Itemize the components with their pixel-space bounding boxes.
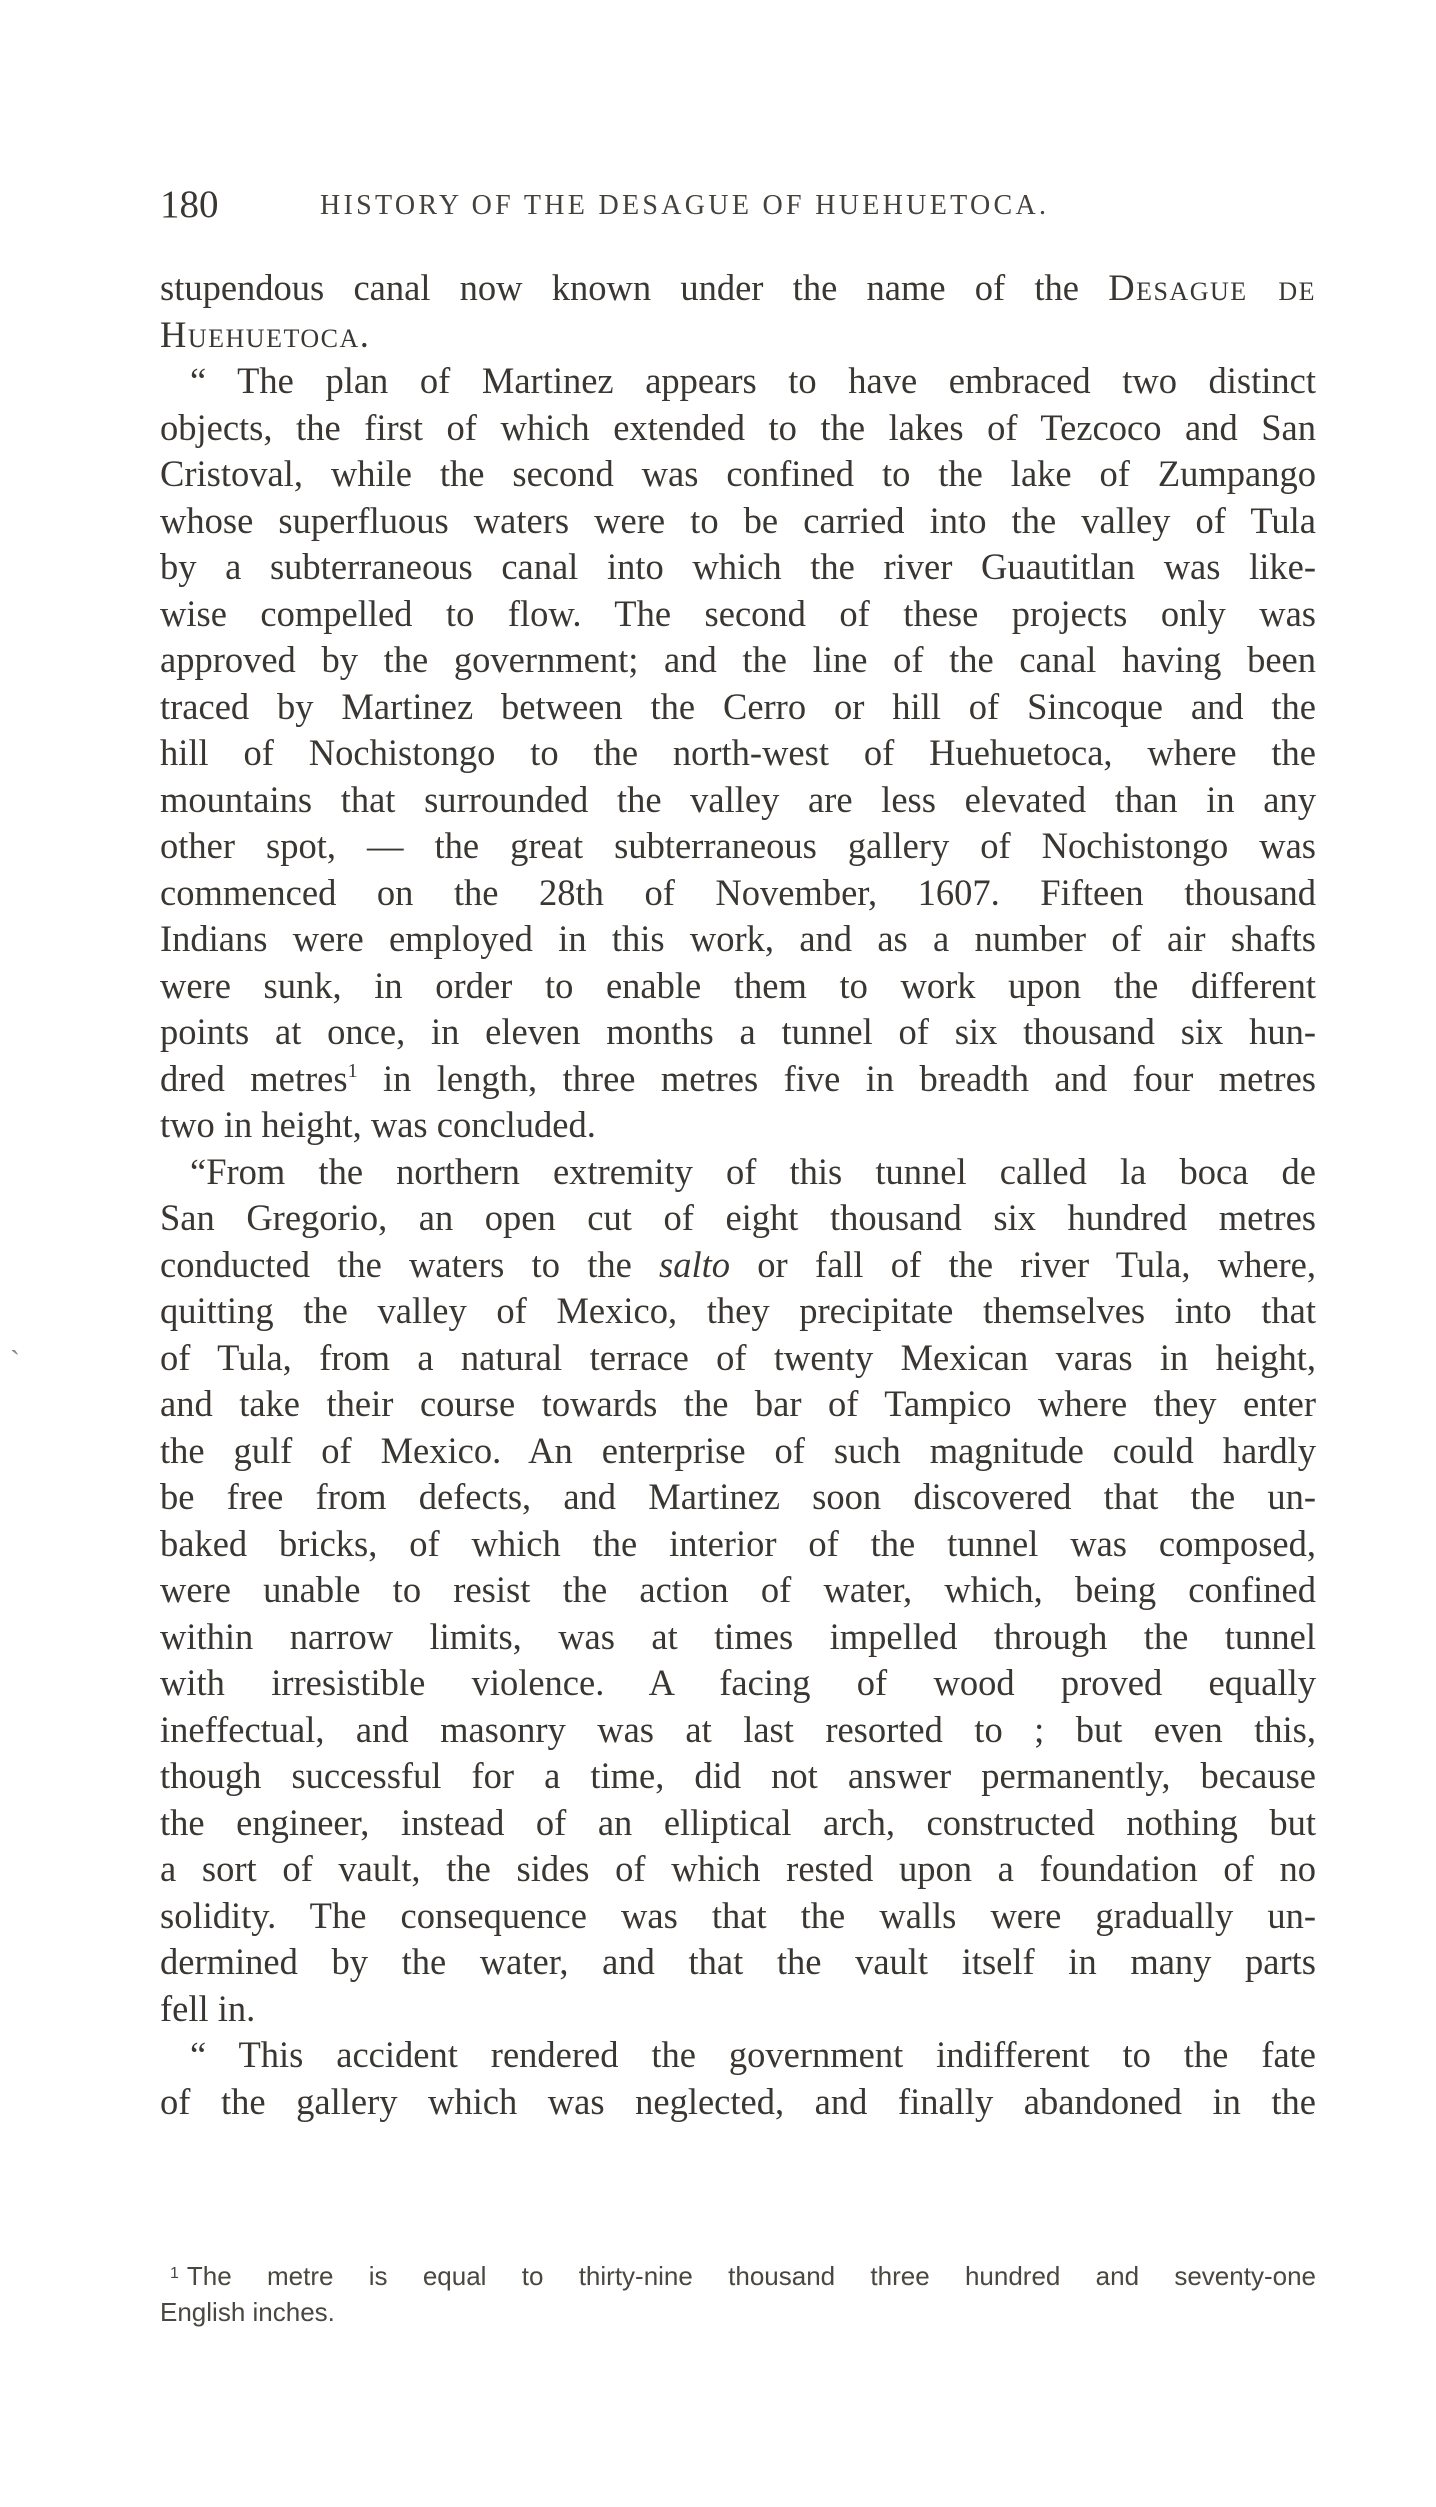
text-line: other spot, — the great subterraneous gallery of Nochistongo was: [160, 825, 1316, 866]
text-line: dermined by the water, and that the vault itself in many parts: [160, 1941, 1316, 1982]
text-line: though successful for a time, did not answer permanently, because: [160, 1755, 1316, 1796]
text-line: ineffectual, and masonry was at last resorted to ; but even this,: [160, 1708, 1316, 1750]
text-line: commenced on the 28th of November, 1607. Fifteen thousand: [160, 871, 1316, 913]
text-line: within narrow limits, was at times impelled through the tunnel: [160, 1615, 1316, 1657]
text-line: [160, 1242, 1316, 1289]
footnote-line: [160, 2255, 1316, 2293]
running-head: [160, 182, 1320, 232]
text-line: hill of Nochistongo to the north-west of Huehuetoca, where the: [160, 732, 1316, 773]
text-line: traced by Martinez between the Cerro or hill of Sincoque and the: [160, 685, 1316, 727]
small-caps-title: Desague de: [1108, 267, 1317, 308]
paragraph-start: “From the northern extremity of this tunnel called la boca de: [190, 1150, 1316, 1192]
small-caps-title: Huehuetoca.: [160, 313, 371, 355]
text-line: and take their course towards the bar of Tampico where they enter: [160, 1383, 1316, 1424]
text-line: [160, 1056, 1316, 1103]
italic-word: salto: [659, 1243, 731, 1285]
text-line: quitting the valley of Mexico, they precipitate themselves into that: [160, 1290, 1316, 1331]
footnote: [160, 2255, 1316, 2331]
text-line: whose superfluous waters were to be carried into the valley of Tula: [160, 499, 1316, 541]
margin-mark: ˎ: [10, 1322, 20, 1355]
text-line: the engineer, instead of an elliptical arch, constructed nothing but: [160, 1801, 1316, 1843]
text-line: fell in.: [160, 1987, 256, 2029]
text-line: with irresistible violence. A facing of wood proved equally: [160, 1662, 1316, 1703]
text-line: Indians were employed in this work, and as a number of air shafts: [160, 918, 1316, 959]
footnote-text: The metre is equal to thirty-nine thousand three hundred and seventy-one: [186, 2261, 1316, 2291]
text-line: be free from defects, and Martinez soon discovered that the un-: [160, 1476, 1316, 1517]
text-line: of the gallery which was neglected, and finally abandoned in the: [160, 2080, 1316, 2122]
text-line: mountains that surrounded the valley are less elevated than in any: [160, 778, 1316, 820]
line-text: stupendous canal now known under the name of the: [160, 267, 1079, 308]
text-line: baked bricks, of which the interior of the tunnel was composed,: [160, 1522, 1316, 1564]
line-text: conducted the waters to the: [160, 1243, 632, 1285]
text-line: of Tula, from a natural terrace of twenty Mexican varas in height,: [160, 1336, 1316, 1378]
line-text: or fall of the river Tula, where,: [757, 1243, 1317, 1285]
text-line: solidity. The consequence was that the walls were gradually un-: [160, 1894, 1316, 1936]
text-line: Cristoval, while the second was confined to the lake of Zumpango: [160, 453, 1316, 494]
line-text: in length, three metres five in breadth and four metres: [357, 1057, 1316, 1099]
footnote-line: English inches.: [160, 2297, 335, 2327]
text-line: approved by the government; and the line of the canal having been: [160, 639, 1316, 680]
text-line: were unable to resist the action of water, which, being confined: [160, 1569, 1316, 1610]
paragraph-start: “ The plan of Martinez appears to have embraced two distinct: [190, 360, 1316, 401]
paragraph-start: “ This accident rendered the government indifferent to the fate: [190, 2034, 1316, 2075]
text-line: a sort of vault, the sides of which rested upon a foundation of no: [160, 1848, 1316, 1889]
text-line: two in height, was concluded.: [160, 1104, 596, 1145]
body-text: [160, 265, 1316, 2125]
text-line: San Gregorio, an open cut of eight thousand six hundred metres: [160, 1197, 1316, 1238]
text-line: the gulf of Mexico. An enterprise of such magnitude could hardly: [160, 1429, 1316, 1471]
running-title: HISTORY OF THE DESAGUE OF HUEHUETOCA.: [320, 190, 1050, 221]
text-line: by a subterraneous canal into which the river Guautitlan was like-: [160, 546, 1316, 587]
text-line: objects, the first of which extended to the lakes of Tezcoco and San: [160, 406, 1316, 448]
text-line: wise compelled to flow. The second of these projects only was: [160, 592, 1316, 634]
text-line: [160, 265, 1316, 312]
footnote-reference: 1: [347, 1059, 358, 1082]
page-number: 180: [160, 183, 219, 226]
line-text: dred metres: [160, 1057, 348, 1099]
text-line: points at once, in eleven months a tunnel of six thousand six hun-: [160, 1011, 1316, 1052]
footnote-marker: 1: [170, 2265, 179, 2282]
text-line: [160, 312, 1316, 359]
text-line: were sunk, in order to enable them to work upon the different: [160, 964, 1316, 1006]
